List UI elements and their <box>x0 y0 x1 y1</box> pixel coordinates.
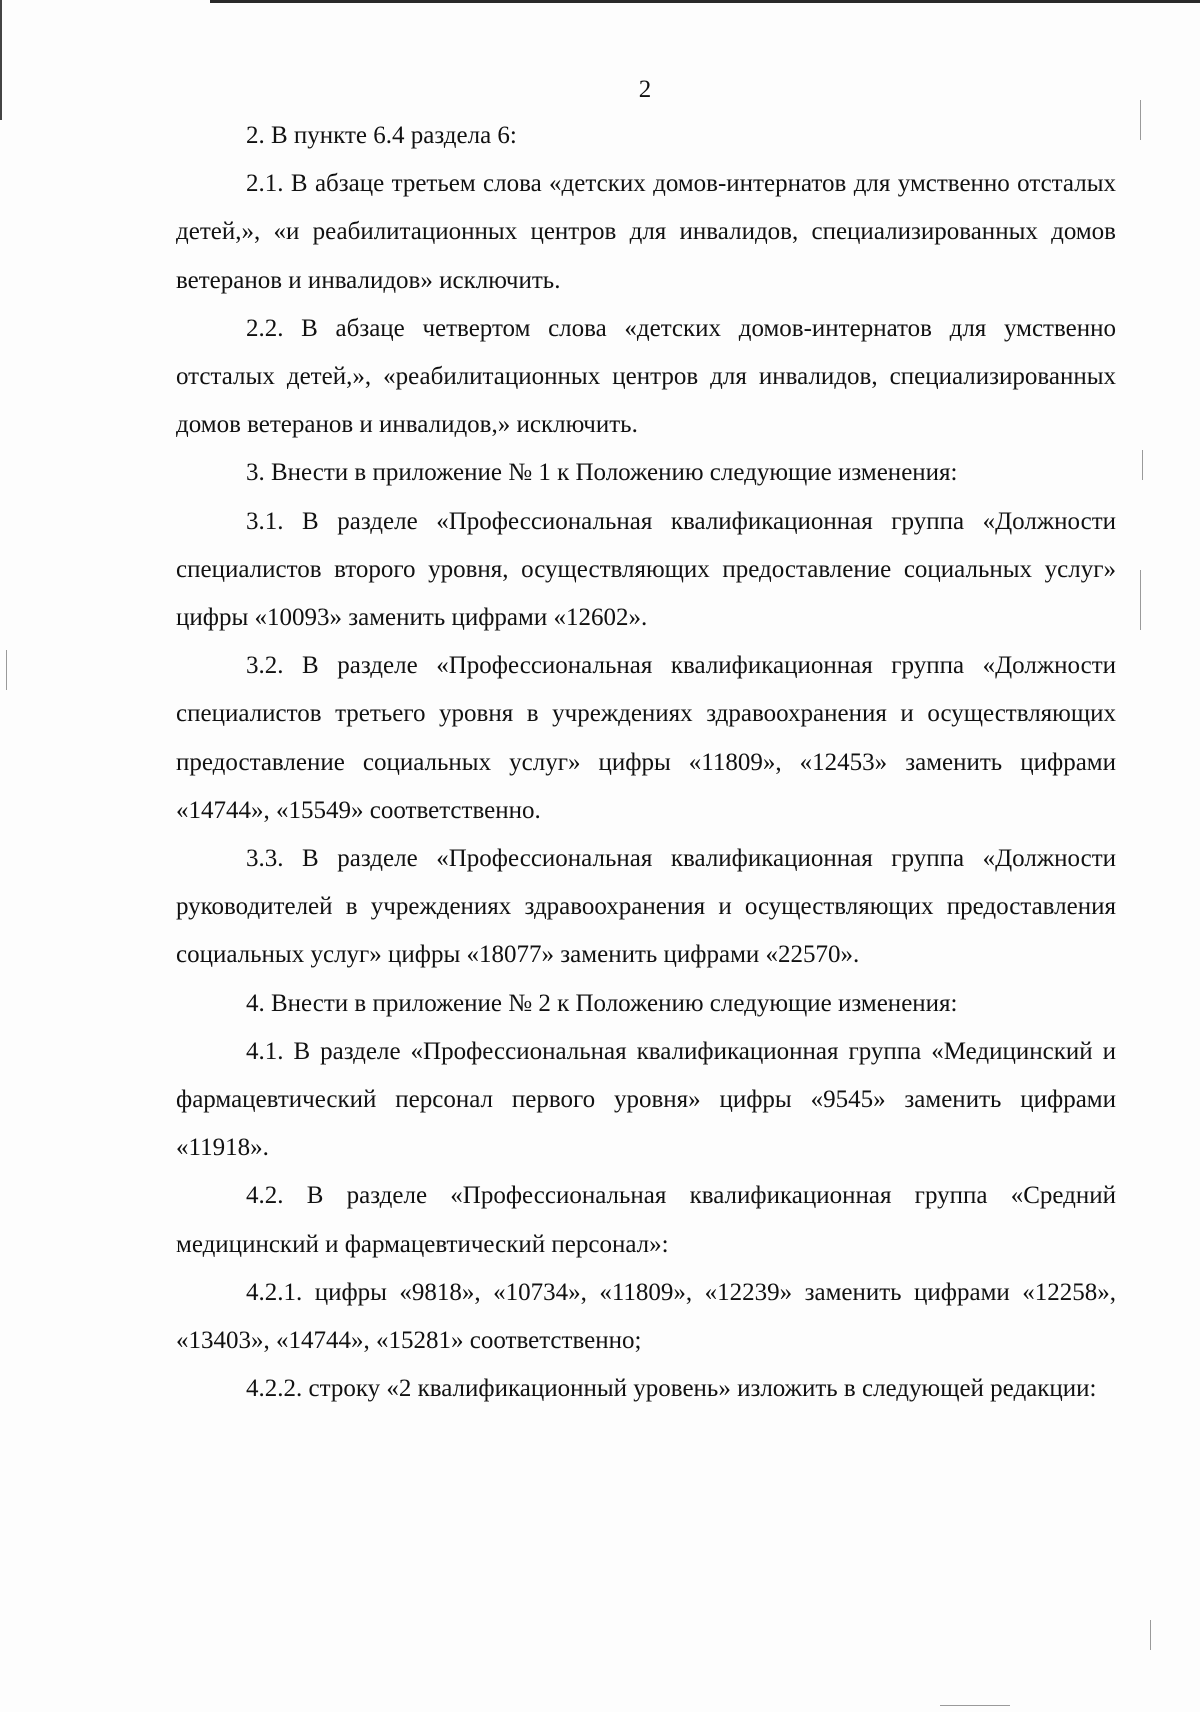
scan-top-border <box>210 0 1200 3</box>
page-number: 2 <box>638 76 652 103</box>
paragraph-4: 4. Внести в приложение № 2 к Положению следующие изменения: <box>246 989 958 1017</box>
paragraph-2-1: 2.1. В абзаце третьем слова «детских домов-интернатов для умственно отсталых детей,», «и реабилитационных центров для инвалидов, специализированных домов ветеранов и инвалидов» исключить. <box>176 170 1116 294</box>
paragraph-4-2-2: 4.2.2. строку «2 квалификационный уровень» изложить в следующей редакции: <box>246 1375 1097 1403</box>
paragraph-3: 3. Внести в приложение № 1 к Положению следующие изменения: <box>246 459 958 487</box>
paragraph-4-2: 4.2. В разделе «Профессиональная квалификационная группа «Средний медицинский и фармацевтический персонал»: <box>176 1182 1116 1258</box>
scan-speck <box>1140 100 1141 140</box>
paragraph-2-2: 2.2. В абзаце четвертом слова «детских домов-интернатов для умственно отсталых детей,», «реабилитационных центров для инвалидов, специализированных домов ветеранов и инвалидов,» исключить. <box>176 314 1116 439</box>
paragraph-4-2-1: 4.2.1. цифры «9818», «10734», «11809», «12239» заменить цифрами «12258», «13403», «14744», «15281» соответственно; <box>176 1278 1116 1355</box>
scan-speck <box>1140 570 1141 630</box>
scan-speck <box>1150 1620 1151 1650</box>
scan-speck <box>6 650 7 690</box>
document-body <box>176 112 1116 1413</box>
scan-speck <box>1142 450 1143 480</box>
paragraph-3-1: 3.1. В разделе «Профессиональная квалификационная группа «Должности специалистов второго уровня, осуществляющих предоставление социальных услуг» цифры «10093» заменить цифрами «12602». <box>176 507 1116 632</box>
paragraph-4-1: 4.1. В разделе «Профессиональная квалификационная группа «Медицинский и фармацевтический персонал первого уровня» цифры «9545» заменить цифрами «11918». <box>176 1037 1116 1162</box>
paragraph-2: 2. В пункте 6.4 раздела 6: <box>246 122 517 149</box>
paragraph-3-2: 3.2. В разделе «Профессиональная квалификационная группа «Должности специалистов третьего уровня в учреждениях здравоохранения и осуществляющих предоставление социальных услуг» цифры «11809», «12453» заменить цифрами «14744», «15549» соответственно. <box>176 652 1116 824</box>
scan-speck <box>940 1705 1010 1706</box>
paragraph-3-3: 3.3. В разделе «Профессиональная квалификационная группа «Должности руководителей в учреждениях здравоохранения и осуществляющих предоставления социальных услуг» цифры «18077» заменить цифрами «22570». <box>176 845 1116 969</box>
